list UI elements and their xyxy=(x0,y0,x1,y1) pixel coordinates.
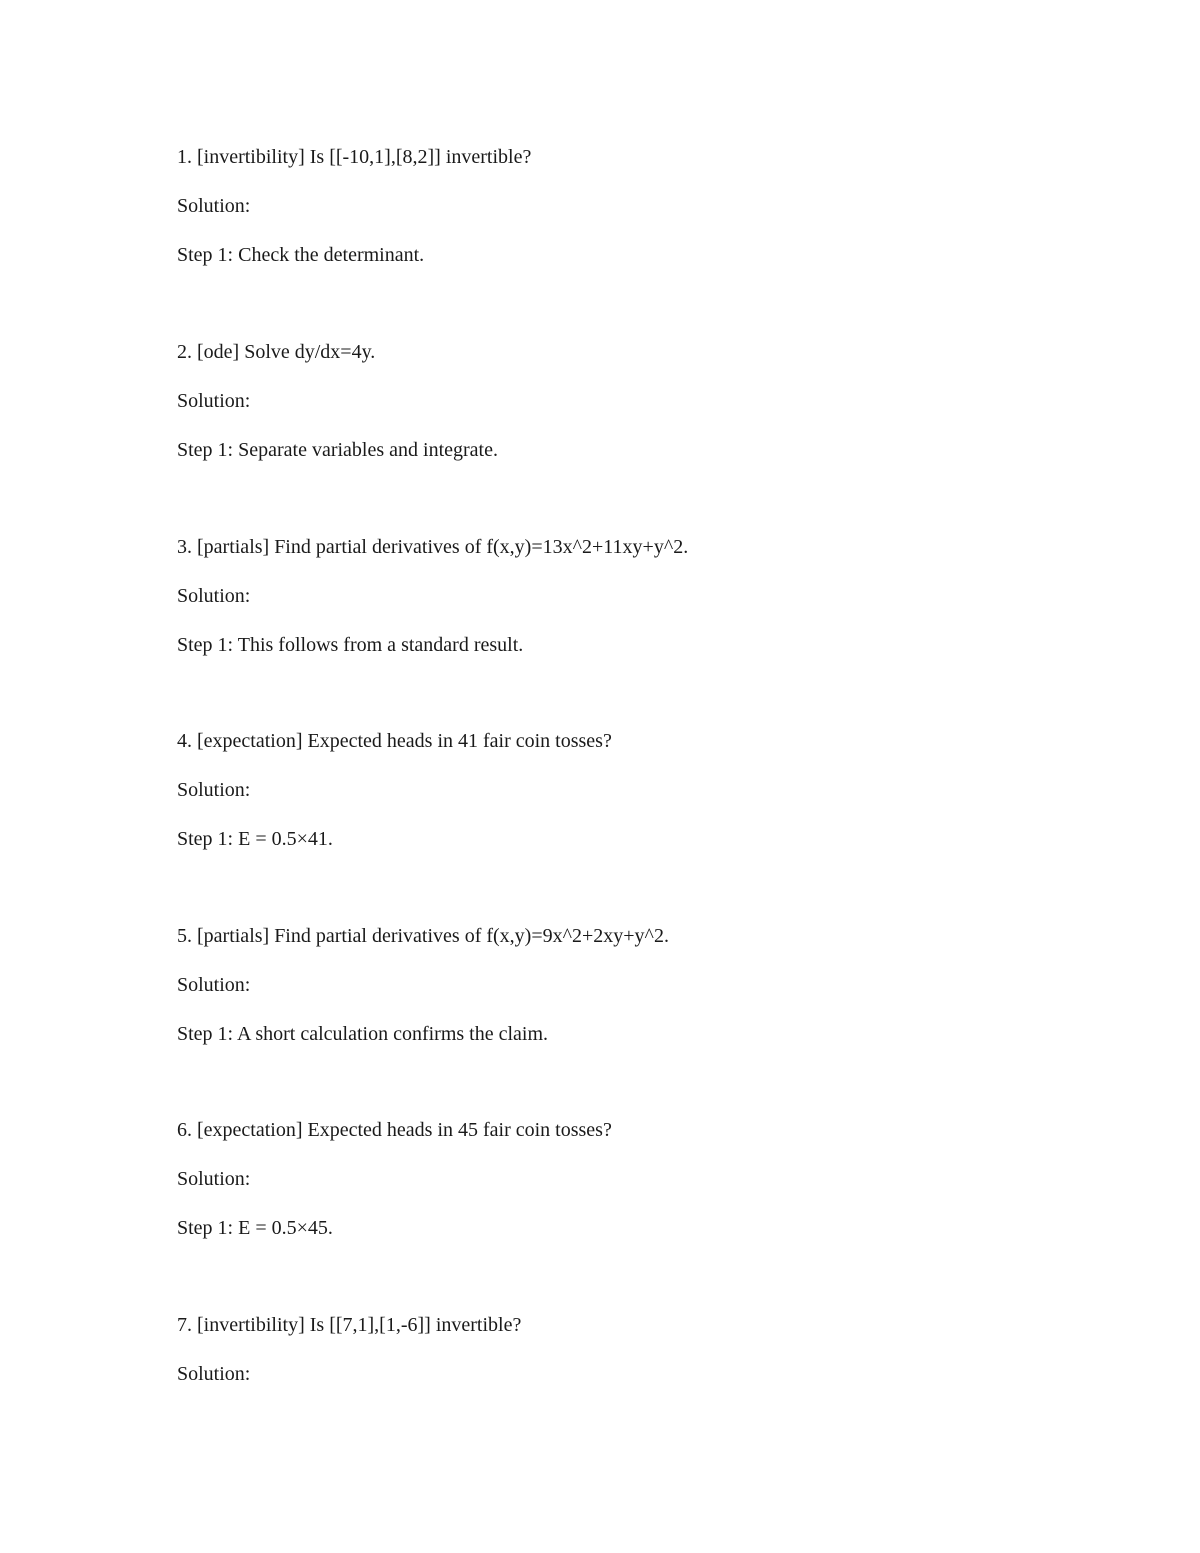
solution-step: Step 1: A short calculation confirms the claim. xyxy=(177,1023,549,1045)
problem-question: 1. [invertibility] Is [[-10,1],[8,2]] invertible? xyxy=(177,146,532,168)
solution-label: Solution: xyxy=(177,779,251,801)
solution-label: Solution: xyxy=(177,585,251,607)
solution-label: Solution: xyxy=(177,390,251,412)
solution-label: Solution: xyxy=(177,195,251,217)
solution-step: Step 1: This follows from a standard result. xyxy=(177,634,524,656)
problem-question: 7. [invertibility] Is [[7,1],[1,-6]] invertible? xyxy=(177,1314,522,1336)
solution-step: Step 1: Check the determinant. xyxy=(177,244,425,266)
problem-question: 6. [expectation] Expected heads in 45 fair coin tosses? xyxy=(177,1119,612,1141)
problem-question: 4. [expectation] Expected heads in 41 fair coin tosses? xyxy=(177,730,612,752)
problem-question: 3. [partials] Find partial derivatives of f(x,y)=13x^2+11xy+y^2. xyxy=(177,536,689,558)
problem-question: 2. [ode] Solve dy/dx=4y. xyxy=(177,341,376,363)
solution-label: Solution: xyxy=(177,974,251,996)
problem-question: 5. [partials] Find partial derivatives of f(x,y)=9x^2+2xy+y^2. xyxy=(177,925,669,947)
solution-step: Step 1: E = 0.5×41. xyxy=(177,828,333,850)
solution-label: Solution: xyxy=(177,1168,251,1190)
solution-step: Step 1: E = 0.5×45. xyxy=(177,1217,333,1239)
solution-step: Step 1: Separate variables and integrate. xyxy=(177,439,498,461)
solution-label: Solution: xyxy=(177,1363,251,1385)
